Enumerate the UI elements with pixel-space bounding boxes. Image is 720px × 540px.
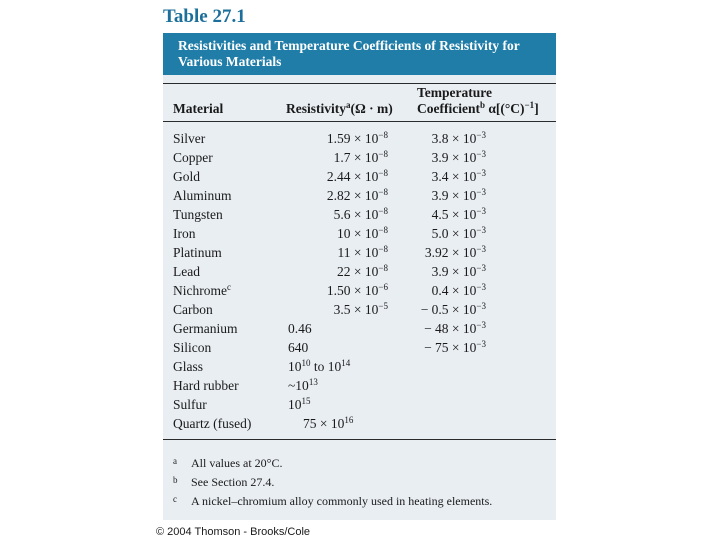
material-name: Platinum: [173, 245, 222, 260]
material-name: Glass: [173, 359, 203, 374]
header-temp-line1: Temperature: [417, 85, 492, 100]
temp-coefficient-value: $5.0 \times 10^{-3}$: [431, 225, 486, 241]
temp-coefficient-value: − $0.5 \times 10^{-3}$: [420, 301, 486, 317]
top-rule: [163, 83, 556, 84]
resistivity-value: $10 \times 10^{-8}$: [337, 225, 388, 241]
resistivity-value: $10^{10}$ to $10^{14}$: [288, 358, 351, 374]
temp-coefficient-value: $3.9 \times 10^{-3}$: [431, 187, 486, 203]
footnote: b See Section 27.4.: [173, 475, 275, 489]
material-name: Lead: [173, 264, 200, 279]
resistivity-value: $2.44 \times 10^{-8}$: [326, 168, 388, 184]
data-table-panel: [163, 33, 556, 520]
material-name: Iron: [173, 226, 196, 241]
resistivity-value: $1.50 \times 10^{-6}$: [326, 282, 388, 298]
material-name: Nichrome$^c$: [173, 282, 231, 298]
material-name: Hard rubber: [173, 378, 239, 393]
temp-coefficient-value: $4.5 \times 10^{-3}$: [431, 206, 486, 222]
resistivity-value: $75 \times 10^{16}$: [303, 415, 354, 431]
resistivity-value: $10^{15}$: [288, 396, 311, 412]
table-row: [163, 376, 556, 395]
table-row: [163, 148, 556, 167]
copyright-notice: © 2004 Thomson - Brooks/Cole: [156, 526, 311, 538]
table-label: Table 27.1: [163, 6, 246, 27]
header-rule: [163, 121, 556, 122]
table-row: [163, 414, 556, 433]
table-row: [163, 243, 556, 262]
resistivity-value: $22 \times 10^{-8}$: [337, 263, 388, 279]
table-row: [163, 395, 556, 414]
temp-coefficient-value: $3.9 \times 10^{-3}$: [431, 149, 486, 165]
table-row: [163, 319, 556, 338]
footnote: a All values at 20°C.: [173, 456, 283, 470]
table-row: [163, 357, 556, 376]
temp-coefficient-value: − $48 \times 10^{-3}$: [424, 320, 486, 336]
table-row: [163, 300, 556, 319]
material-name: Germanium: [173, 321, 238, 336]
header-temp-coefficient: Coefficient$^b$ $\alpha[(^\circ C)^{-1}]$: [417, 100, 539, 116]
table-title: Resistivities and Temperature Coefficients of Resistivity for Various Materials: [178, 38, 520, 69]
resistivity-value: 0.46: [288, 321, 312, 336]
material-name: Silicon: [173, 340, 212, 355]
resistivity-value: $1.59 \times 10^{-8}$: [326, 130, 388, 146]
table-row: [163, 281, 556, 300]
table-row: [163, 167, 556, 186]
material-name: Gold: [173, 169, 200, 184]
material-name: Tungsten: [173, 207, 223, 222]
temp-coefficient-value: $0.4 \times 10^{-3}$: [431, 282, 486, 298]
table-row: [163, 224, 556, 243]
footnote: c A nickel–chromium alloy commonly used in heating elements.: [173, 494, 493, 508]
material-name: Sulfur: [173, 397, 207, 412]
material-name: Copper: [173, 150, 213, 165]
material-name: Aluminum: [173, 188, 232, 203]
resistivity-value: $\sim 10^{13}$: [288, 377, 318, 393]
title-bar: [163, 33, 556, 75]
header-resistivity: Resistivity$^a$(Ω · m): [286, 100, 393, 116]
header-material: Material: [173, 101, 224, 116]
resistivity-value: $11 \times 10^{-8}$: [337, 244, 388, 260]
temp-coefficient-value: $3.92 \times 10^{-3}$: [424, 244, 486, 260]
resistivity-value: $1.7 \times 10^{-8}$: [333, 149, 388, 165]
material-name: Quartz (fused): [173, 416, 252, 431]
temp-coefficient-value: − $75 \times 10^{-3}$: [424, 339, 486, 355]
material-name: Silver: [173, 131, 206, 146]
table-row: [163, 205, 556, 224]
temp-coefficient-value: $3.9 \times 10^{-3}$: [431, 263, 486, 279]
resistivity-value: $5.6 \times 10^{-8}$: [333, 206, 388, 222]
resistivity-value: 640: [288, 340, 309, 355]
resistivity-value: $3.5 \times 10^{-5}$: [333, 301, 388, 317]
bottom-rule: [163, 439, 556, 440]
temp-coefficient-value: $3.8 \times 10^{-3}$: [431, 130, 486, 146]
temp-coefficient-value: $3.4 \times 10^{-3}$: [431, 168, 486, 184]
material-name: Carbon: [173, 302, 213, 317]
resistivity-value: $2.82 \times 10^{-8}$: [326, 187, 388, 203]
table-row: [163, 262, 556, 281]
table-row: [163, 129, 556, 148]
table-row: [163, 338, 556, 357]
table-row: [163, 186, 556, 205]
